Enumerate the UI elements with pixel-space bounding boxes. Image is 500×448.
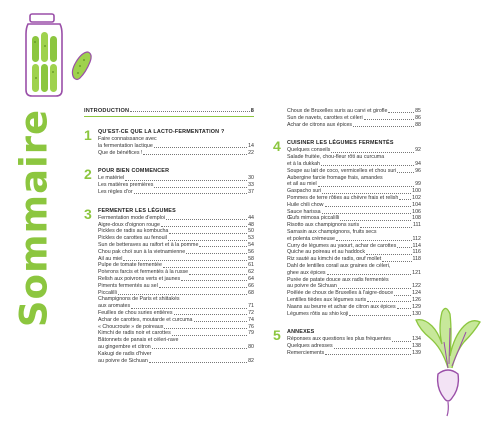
toc-entry[interactable] <box>287 229 421 243</box>
toc-entry-text: Faire connaissance avec <box>98 136 157 142</box>
toc-entry-page: 88 <box>415 121 421 128</box>
toc-entry[interactable] <box>98 235 254 242</box>
toc-entry[interactable] <box>287 304 421 311</box>
toc-entry-text: Les règles d'or <box>98 188 133 195</box>
toc-entry-row <box>98 228 254 235</box>
toc-section-1 <box>84 129 254 156</box>
section-title: FERMENTER LES LÉGUMES <box>98 207 176 214</box>
leader-dots <box>143 154 247 155</box>
toc-entry[interactable] <box>287 311 421 318</box>
leader-dots <box>172 335 247 336</box>
toc-entry-row <box>287 122 421 129</box>
toc-entry-text: Achar de carottes, moutarde et curcuma <box>98 316 193 323</box>
toc-entry-row <box>287 297 421 304</box>
section-title: POUR BIEN COMMENCER <box>98 168 170 175</box>
toc-entry-row <box>98 276 254 283</box>
toc-entry-text: et polenta crémeuse <box>287 235 335 242</box>
toc-entry[interactable] <box>98 337 254 351</box>
leader-dots <box>181 280 247 281</box>
toc-entry-text: « Choucroute » de poireaux <box>98 323 164 330</box>
toc-entry-text: Ail au miel <box>98 255 123 262</box>
section-number: 5 <box>273 327 281 344</box>
toc-entry[interactable] <box>287 175 421 189</box>
toc-entry[interactable] <box>98 150 254 157</box>
section-title: ANNEXES <box>287 329 315 336</box>
toc-entry[interactable] <box>98 228 254 235</box>
toc-entry-page: 72 <box>248 309 254 316</box>
toc-entry[interactable] <box>98 330 254 337</box>
toc-entry[interactable] <box>287 297 421 304</box>
toc-entry-row <box>98 143 254 150</box>
toc-entry-text: Fermentation mode d'emploi <box>98 214 165 221</box>
leader-dots <box>340 220 411 221</box>
toc-entry-row <box>98 175 254 182</box>
leader-dots <box>364 119 414 120</box>
leader-dots <box>199 246 247 247</box>
toc-entry-text: Sun de betteraves au raifort et à la pomme <box>98 241 199 248</box>
leader-dots <box>397 247 411 248</box>
toc-entry-row <box>287 209 421 216</box>
toc-entry-row <box>98 150 254 157</box>
toc-entry[interactable] <box>287 195 421 202</box>
toc-entry-text: au gingembre et citron <box>98 343 151 350</box>
toc-entry[interactable] <box>287 202 421 209</box>
toc-entry[interactable] <box>98 269 254 276</box>
leader-dots <box>353 126 414 127</box>
toc-column-right <box>273 108 421 357</box>
toc-entry-text: et ail au miel <box>287 181 317 188</box>
leader-dots <box>331 152 414 153</box>
toc-entry-text: Quelques adresses <box>287 343 333 350</box>
toc-entry-page: 111 <box>412 222 421 229</box>
toc-entry-row <box>98 249 254 256</box>
toc-entry-row <box>287 343 421 350</box>
toc-entry-page: 126 <box>412 296 421 303</box>
toc-entry-row <box>287 304 421 311</box>
toc-entry-text: la fermentation lactique <box>98 142 153 149</box>
toc-entry-text: Kakugi de radis d'hiver <box>98 350 152 357</box>
leader-dots <box>349 315 411 316</box>
toc-entry-page: 64 <box>248 275 254 282</box>
toc-entry-text: Pulpe de tomate fermentée <box>98 262 162 269</box>
toc-entry[interactable] <box>287 215 421 222</box>
toc-entry-text: Pickles de radis au kombucha <box>98 228 169 235</box>
leader-dots <box>338 288 411 289</box>
leader-dots <box>397 172 414 173</box>
section-number: 3 <box>84 205 92 222</box>
toc-entry-text: Pommes de terre rôties au chèvre frais et relish <box>287 194 399 201</box>
toc-entry[interactable] <box>287 249 421 256</box>
leader-dots <box>174 314 248 315</box>
toc-entry-row <box>98 330 254 337</box>
toc-entry[interactable] <box>98 222 254 229</box>
toc-entry-row <box>287 215 421 222</box>
page-title <box>12 108 56 328</box>
toc-entry-text: Légumes rôtis au shio koji <box>287 310 349 317</box>
toc-entry-text: Œufs mimosa piccalilli <box>287 215 340 222</box>
toc-entry[interactable] <box>98 290 254 297</box>
toc-entry-text: au poivre de Sichuan <box>287 283 337 290</box>
toc-entry-row <box>287 311 421 318</box>
leader-dots <box>149 362 247 363</box>
leader-dots <box>325 354 411 355</box>
leader-dots <box>388 112 414 113</box>
leader-dots <box>321 165 414 166</box>
toc-entry-row <box>287 283 421 290</box>
toc-entry-text: Quelques conseils <box>287 147 331 154</box>
toc-entry-row <box>98 222 254 229</box>
toc-entry-page: 30 <box>248 175 254 182</box>
toc-entry-page: 114 <box>412 242 421 249</box>
jar-icon <box>18 12 70 100</box>
toc-entry[interactable] <box>98 242 254 249</box>
section-body <box>287 329 421 356</box>
toc-entry-row <box>287 115 421 122</box>
toc-entry-page: 71 <box>248 303 254 310</box>
toc-entry[interactable] <box>287 256 421 263</box>
toc-entry-page: 121 <box>412 269 421 276</box>
toc-entry-page: 79 <box>248 330 254 337</box>
toc-entry[interactable] <box>287 277 421 291</box>
leader-dots <box>366 254 412 255</box>
toc-entry-text: Soupe au lait de coco, vermicelles et chou suri <box>287 167 397 174</box>
toc-entry[interactable] <box>287 222 421 229</box>
toc-entry-page: 122 <box>412 283 421 290</box>
toc-entry-text: Piments fermentés au sel <box>98 282 158 289</box>
toc-entry-row <box>287 195 421 202</box>
toc-entry[interactable] <box>287 108 421 115</box>
toc-entry-row <box>287 108 421 115</box>
toc-entry-page: 130 <box>412 310 421 317</box>
toc-entry-page: 102 <box>412 194 421 201</box>
toc-section-5 <box>273 329 421 356</box>
toc-entry-text: Purée de patate douce aux radis fermentés <box>287 276 389 283</box>
toc-entry-row <box>287 202 421 209</box>
toc-entry-row <box>98 215 254 222</box>
toc-entry-page: 112 <box>412 235 421 242</box>
toc-entry-text: Quiche au poireau et au haddock <box>287 249 366 256</box>
toc-entry-page: 37 <box>248 188 254 195</box>
toc-entry-row <box>98 344 254 351</box>
toc-entry-row <box>287 222 421 229</box>
toc-entry-text: Piccalilli <box>98 289 117 296</box>
toc-entry[interactable] <box>287 350 421 357</box>
leader-dots <box>360 227 412 228</box>
toc-entry-text: et à la dukkah <box>287 160 320 167</box>
toc-entry[interactable] <box>98 324 254 331</box>
toc-entry-row <box>98 256 254 263</box>
toc-entry[interactable] <box>98 249 254 256</box>
toc-entry-row <box>98 242 254 249</box>
toc-entry-row <box>287 188 421 195</box>
toc-entry-text: Lentilles tièdes aux légumes suris <box>287 296 367 303</box>
toc-entry-text: Relish aux poivrons verts et jaunes <box>98 275 181 282</box>
toc-entry-text: Kimchi de radis noir et carottes <box>98 330 171 337</box>
leader-dots <box>186 253 247 254</box>
toc-entry-text: Bâtonnets de panais et céleri-rave <box>98 337 179 344</box>
section-body <box>287 108 421 128</box>
toc-section-3 <box>84 205 254 365</box>
toc-entry[interactable] <box>287 343 421 350</box>
toc-entry-row <box>287 350 421 357</box>
toc-entry-text: Gaspacho suri <box>287 188 322 195</box>
leader-dots <box>159 287 247 288</box>
toc-entry-text: Sun de navets, carottes et céleri <box>287 114 363 121</box>
toc-entry-page: 108 <box>412 215 421 222</box>
toc-entry[interactable] <box>287 188 421 195</box>
toc-entry-page: 94 <box>415 160 421 167</box>
toc-entry-text: Sarrasin aux champignons, fruits secs <box>287 228 377 235</box>
toc-entry-text: Pickles de carottes au fenouil <box>98 235 167 242</box>
toc-entry-page: 80 <box>248 343 254 350</box>
toc-entry-row <box>287 161 421 168</box>
toc-entry[interactable] <box>98 175 254 182</box>
leader-dots <box>154 147 247 148</box>
toc-entry-text: Poivrons farcis et fermentés à la russe <box>98 269 189 276</box>
toc-entry-text: Risotto aux champignons suris <box>287 222 360 229</box>
toc-entry[interactable] <box>287 263 421 277</box>
leader-dots <box>164 328 247 329</box>
toc-entry-page: 92 <box>415 147 421 154</box>
toc-entry[interactable] <box>287 336 421 343</box>
toc-entry-page: 85 <box>415 108 421 114</box>
toc-entry-text: Salade fruitée, chou-fleur rôti au curcuma <box>287 154 385 161</box>
toc-entry-page: 56 <box>248 248 254 255</box>
leader-dots <box>322 193 411 194</box>
toc-entry-row <box>98 189 254 196</box>
toc-entry-text: Les matières premières <box>98 182 154 189</box>
toc-entry-row <box>98 324 254 331</box>
toc-entry-page: 96 <box>415 167 421 174</box>
toc-entry-text: Sauce harissa <box>287 208 321 215</box>
leader-dots <box>154 187 247 188</box>
toc-entry-page: 129 <box>412 303 421 310</box>
leader-dots <box>334 348 412 349</box>
leader-dots <box>318 186 414 187</box>
toc-entry-page: 48 <box>248 221 254 228</box>
toc-entry-text: Aubergine farcie fromage frais, amandes <box>287 174 383 181</box>
leader-dots <box>399 199 411 200</box>
toc-entry-row <box>287 181 421 188</box>
toc-entry-text: Choux de Bruxelles suris au carvi et girofle <box>287 108 388 114</box>
leader-dots <box>125 180 247 181</box>
toc-entry[interactable] <box>98 182 254 189</box>
leader-dots <box>394 295 411 296</box>
beet-icon <box>408 298 488 418</box>
toc-entry-row <box>98 235 254 242</box>
toc-entry[interactable] <box>98 296 254 310</box>
toc-section-4 <box>273 140 421 317</box>
toc-entry-text: ghee aux épices <box>287 269 326 276</box>
toc-entry-row <box>98 358 254 365</box>
section-body <box>98 208 254 365</box>
leader-dots <box>161 226 247 227</box>
toc-entry-page: 68 <box>248 289 254 296</box>
intro-label: INTRODUCTION <box>84 108 130 114</box>
section-body <box>98 168 254 195</box>
section-number: 2 <box>84 166 92 183</box>
toc-entry-page: 116 <box>412 249 421 256</box>
toc-entry-text: Naans au beurre et achar de citron aux épices <box>287 303 396 310</box>
leader-dots <box>194 321 248 322</box>
leader-dots <box>382 261 411 262</box>
section-title: QU'EST-CE QUE LA LACTO-FERMENTATION ? <box>98 129 225 135</box>
toc-entry-page: 33 <box>248 182 254 189</box>
toc-entry[interactable] <box>98 136 254 150</box>
toc-intro[interactable] <box>84 108 254 117</box>
toc-entry-row <box>287 256 421 263</box>
toc-section-2 <box>84 168 254 195</box>
toc-entry-page: 61 <box>248 262 254 269</box>
toc-entry[interactable] <box>98 351 254 365</box>
toc-entry[interactable] <box>287 154 421 168</box>
toc-entry-page: 54 <box>248 241 254 248</box>
toc-entry-page: 53 <box>248 235 254 242</box>
toc-entry-text: Réponses aux questions les plus fréquentes <box>287 336 391 343</box>
toc-entry-row <box>287 249 421 256</box>
toc-entry-page: 100 <box>412 188 421 195</box>
toc-entry-page: 134 <box>412 336 421 343</box>
toc-entry[interactable] <box>98 283 254 290</box>
toc-entry-text: Champignons de Paris et shiitakés <box>98 296 180 303</box>
toc-entry-row <box>98 283 254 290</box>
toc-entry-page: 104 <box>412 201 421 208</box>
toc-entry-text: Curry de légumes au yaourt, achar de carottes <box>287 242 397 249</box>
toc-entry-row <box>287 147 421 154</box>
toc-section-3-continued <box>273 108 421 128</box>
leader-dots <box>123 260 247 261</box>
leader-dots <box>152 348 247 349</box>
toc-entry[interactable] <box>287 115 421 122</box>
toc-entry[interactable] <box>98 310 254 317</box>
toc-entry-page: 124 <box>412 290 421 297</box>
toc-entry-row <box>287 168 421 175</box>
toc-entry-row <box>287 236 421 243</box>
section-title: CUISINER LES LÉGUMES FERMENTÉS <box>287 140 394 147</box>
section-body <box>98 129 254 156</box>
toc-entry[interactable] <box>98 189 254 196</box>
toc-entry-row <box>98 303 254 310</box>
section-number: 4 <box>273 138 281 155</box>
leader-dots <box>169 233 247 234</box>
toc-entry-page: 139 <box>412 349 421 356</box>
toc-entry-text: Remerciements <box>287 349 325 356</box>
leader-dots <box>131 308 247 309</box>
toc-entry-text: Achar de citrons aux épices <box>287 121 353 128</box>
toc-entry-row <box>287 290 421 297</box>
toc-entry-text: Que de bénéfices ! <box>98 149 143 156</box>
toc-entry[interactable] <box>287 168 421 175</box>
toc-entry[interactable] <box>287 122 421 129</box>
leader-dots <box>325 206 412 207</box>
toc-entry-row <box>98 310 254 317</box>
leader-dots <box>322 213 412 214</box>
toc-entry-text: Feuilles de chou suries entières <box>98 309 173 316</box>
section-body <box>287 140 421 317</box>
toc-entry-row <box>98 290 254 297</box>
toc-entry-row <box>287 336 421 343</box>
toc-entry-page: 44 <box>248 214 254 221</box>
toc-entry-text: Le matériel <box>98 175 125 182</box>
toc-entry-text: au poivre de Sichuan <box>98 357 148 364</box>
leader-dots <box>168 240 247 241</box>
leader-dots <box>134 193 248 194</box>
leader-dots <box>166 219 247 220</box>
toc-entry-page: 58 <box>248 255 254 262</box>
intro-page: 8 <box>250 108 254 114</box>
toc-entry-text: aux aromates <box>98 303 131 310</box>
toc-entry[interactable] <box>287 147 421 154</box>
toc-entry-page: 22 <box>248 149 254 156</box>
toc-entry-page: 118 <box>412 256 421 263</box>
toc-entry-row <box>98 317 254 324</box>
toc-entry[interactable] <box>287 209 421 216</box>
leader-dots <box>189 274 247 275</box>
toc-entry-row <box>98 262 254 269</box>
toc-entry-page: 62 <box>248 269 254 276</box>
leader-dots <box>367 301 411 302</box>
toc-entry[interactable] <box>98 215 254 222</box>
toc-entry[interactable] <box>98 317 254 324</box>
toc-entry-row <box>287 243 421 250</box>
leader-dots <box>327 274 412 275</box>
pickle-icon <box>68 48 94 84</box>
toc-entry-row <box>287 270 421 277</box>
page-title-text: Sommaire <box>12 108 56 328</box>
toc-entry[interactable] <box>287 243 421 250</box>
toc-entry-page: 74 <box>248 316 254 323</box>
toc-entry-row <box>98 269 254 276</box>
toc-entry-page: 99 <box>415 181 421 188</box>
toc-entry-page: 106 <box>412 208 421 215</box>
toc-entry[interactable] <box>98 256 254 263</box>
toc-entry-text: Riz sauté au kimchi de radis, œuf mollet <box>287 256 382 263</box>
toc-entry-page: 82 <box>248 357 254 364</box>
toc-entry-text: Huile chili chow <box>287 201 324 208</box>
toc-entry-page: 66 <box>248 282 254 289</box>
section-number: 1 <box>84 127 92 143</box>
toc-entry[interactable] <box>287 290 421 297</box>
toc-entry-page: 50 <box>248 228 254 235</box>
toc-entry-text: Dahl de lentilles corail aux graines de céleri, <box>287 262 391 269</box>
toc-column-left <box>84 108 254 364</box>
toc-entry-page: 86 <box>415 114 421 121</box>
toc-entry[interactable] <box>98 262 254 269</box>
toc-entry-page: 76 <box>248 323 254 330</box>
toc-entry-row <box>98 182 254 189</box>
leader-dots <box>118 294 247 295</box>
leader-dots <box>163 267 247 268</box>
toc-entry-text: Aigre-doux d'oignon rouge <box>98 221 160 228</box>
toc-entry[interactable] <box>98 276 254 283</box>
toc-entry-page: 14 <box>248 142 254 149</box>
leader-dots <box>336 240 412 241</box>
toc-entry-text: Chou pak choï sun à la vietnamienne <box>98 248 186 255</box>
toc-entry-page: 138 <box>412 343 421 350</box>
toc-entry-text: Poêlée de choux de Bruxelles à l'aigre-douce <box>287 290 394 297</box>
